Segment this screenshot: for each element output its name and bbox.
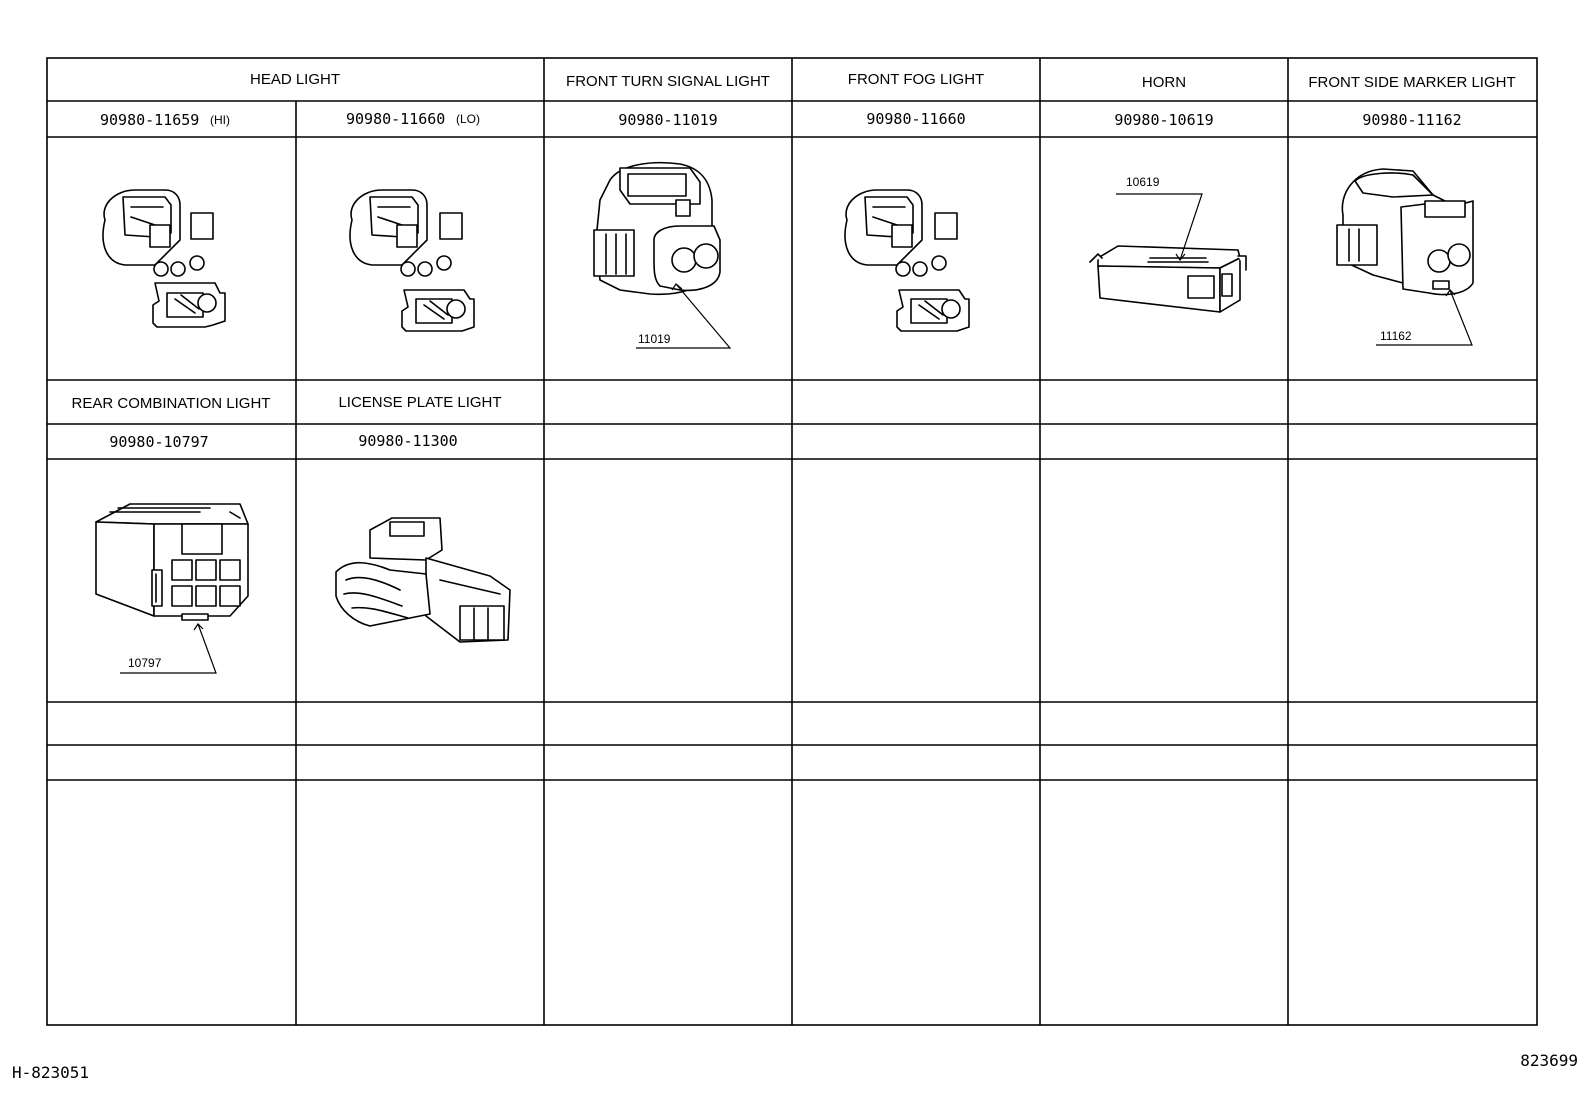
table-grid [47,58,1537,1025]
part-number-90980-11019: 90980-11019 [618,111,718,129]
header-head-light: HEAD LIGHT [249,71,341,88]
connector-drawing-rear-combination [96,504,248,620]
header-front-fog-light: FRONT FOG LIGHT [847,71,985,88]
connector-drawing-license-plate [336,518,510,642]
svg-text:10619: 10619 [1126,175,1160,189]
svg-text:(HI): (HI) [210,113,230,127]
header-front-side-marker-light: FRONT SIDE MARKER LIGHT [1308,74,1516,91]
connector-drawing-front-turn-signal [594,163,720,295]
part-number-90980-11660-lo [346,110,480,128]
part-number-90980-10797: 90980-10797 [109,433,209,451]
svg-text:10797: 10797 [128,656,162,670]
connector-drawing-horn [1090,246,1246,312]
callout-11162 [1376,290,1472,345]
callout-10797 [120,624,216,673]
svg-text:90980-11660: 90980-11660 [346,110,446,128]
header-license-plate-light: LICENSE PLATE LIGHT [338,394,502,411]
svg-text:(LO): (LO) [456,112,480,126]
connector-drawing-front-fog [845,190,969,331]
svg-text:90980-11659: 90980-11659 [100,111,200,129]
header-front-turn-signal-light: FRONT TURN SIGNAL LIGHT [566,73,770,90]
svg-text:11019: 11019 [638,332,671,346]
part-number-90980-11300: 90980-11300 [358,432,458,450]
header-rear-combination-light: REAR COMBINATION LIGHT [71,395,271,412]
part-number-90980-11659 [100,111,230,129]
part-number-90980-10619: 90980-10619 [1114,111,1214,129]
svg-text:11162: 11162 [1380,329,1412,343]
connector-drawing-front-side-marker [1337,169,1473,295]
footer-left-code: H-823051 [12,1063,90,1082]
footer-right-code: 823699 [1520,1051,1578,1070]
part-number-90980-11162: 90980-11162 [1362,111,1462,129]
part-number-90980-11660: 90980-11660 [866,110,966,128]
connector-drawing-head-light-lo [350,190,474,331]
connector-drawing-head-light-hi [103,190,225,327]
header-horn: HORN [1141,74,1187,91]
